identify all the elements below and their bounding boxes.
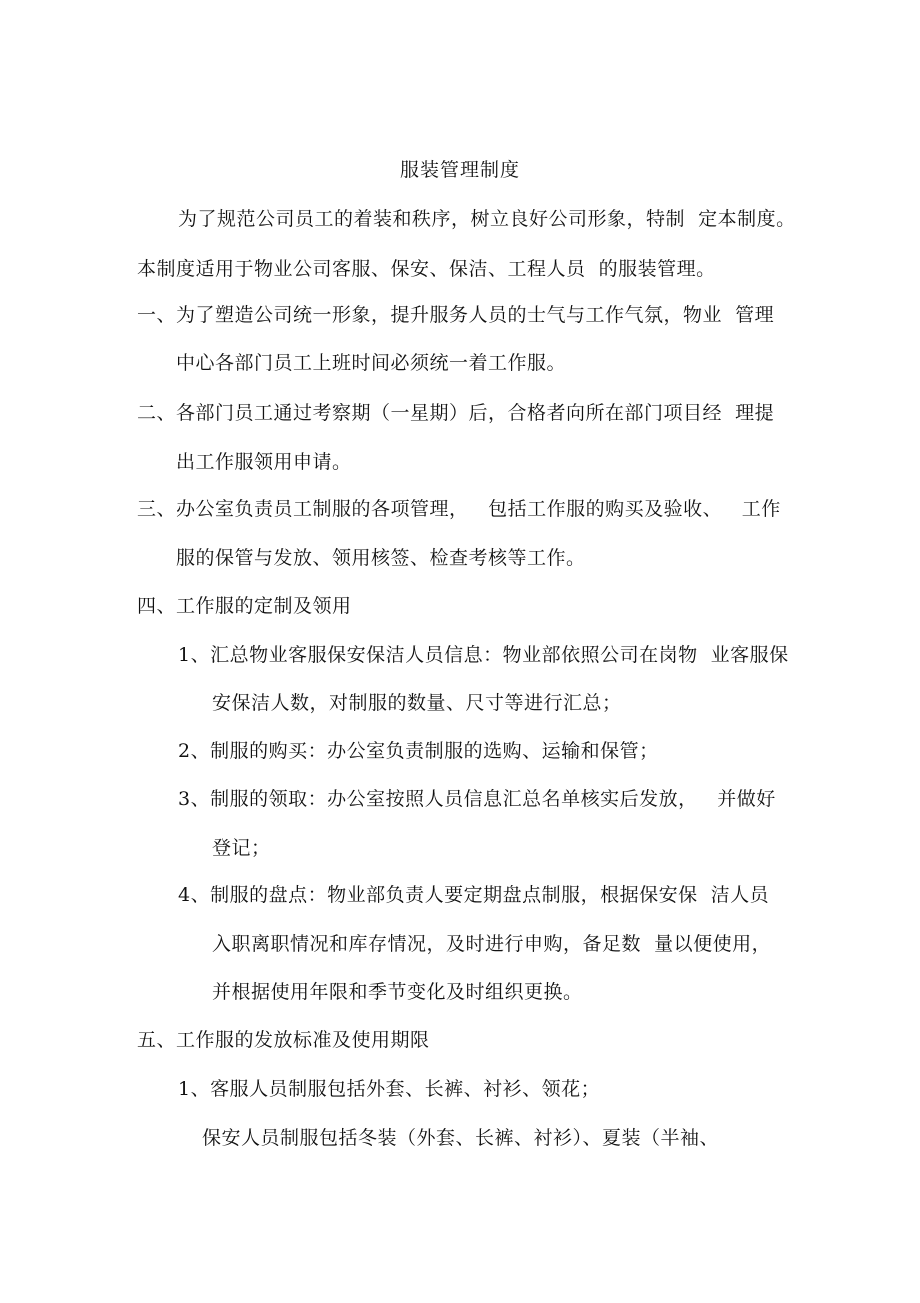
section-2-line-1: 二、各部门员工通过考察期（一星期）后，合格者向所在部门项目经 理提 [137, 402, 775, 424]
section-4-item-4-line-3: 并根据使用年限和季节变化及时组织更换。 [212, 981, 583, 1003]
intro-paragraph-line-2: 本制度适用于物业公司客服、保安、保洁、工程人员 的服装管理。 [137, 258, 716, 280]
section-4-item-2-line-1: 2、制服的购买：办公室负责制服的选购、运输和保管； [178, 740, 659, 762]
section-4-item-4-line-1: 4、制服的盘点：物业部负责人要定期盘点制服，根据保安保 洁人员 [178, 884, 770, 906]
section-4-item-4-line-2: 入职离职情况和库存情况，及时进行申购，备足数 量以便使用， [212, 933, 772, 955]
section-4-heading: 四、工作服的定制及领用 [137, 595, 352, 617]
section-5-item-1-line-2: 保安人员制服包括冬装（外套、长裤、衬衫）、夏装（半袖、 [202, 1127, 720, 1149]
section-5-item-1-line-1: 1、客服人员制服包括外套、长裤、衬衫、领花； [178, 1078, 601, 1100]
document-title: 服装管理制度 [399, 159, 520, 181]
section-4-item-1-line-2: 安保洁人数，对制服的数量、尺寸等进行汇总； [212, 692, 622, 714]
section-2-line-2: 出工作服领用申请。 [176, 451, 352, 473]
intro-paragraph-line-1: 为了规范公司员工的着装和秩序，树立良好公司形象，特制 定本制度。 [178, 208, 796, 230]
section-1-line-1: 一、为了塑造公司统一形象，提升服务人员的士气与工作气氛，物业 管理 [137, 304, 775, 326]
section-4-item-3-line-1: 3、制服的领取：办公室按照人员信息汇总名单核实后发放， 并做好 [178, 788, 776, 810]
section-5-heading: 五、工作服的发放标准及使用期限 [137, 1029, 430, 1051]
section-3-line-2: 服的保管与发放、领用核签、检查考核等工作。 [176, 547, 586, 569]
section-4-item-3-line-2: 登记； [212, 837, 271, 859]
section-4-item-1-line-1: 1、汇总物业客服保安保洁人员信息：物业部依照公司在岗物 业客服保 [178, 644, 789, 666]
section-1-line-2: 中心各部门员工上班时间必须统一着工作服。 [176, 352, 567, 374]
section-3-line-1: 三、办公室负责员工制服的各项管理， 包括工作服的购买及验收、 工作 [137, 498, 781, 520]
